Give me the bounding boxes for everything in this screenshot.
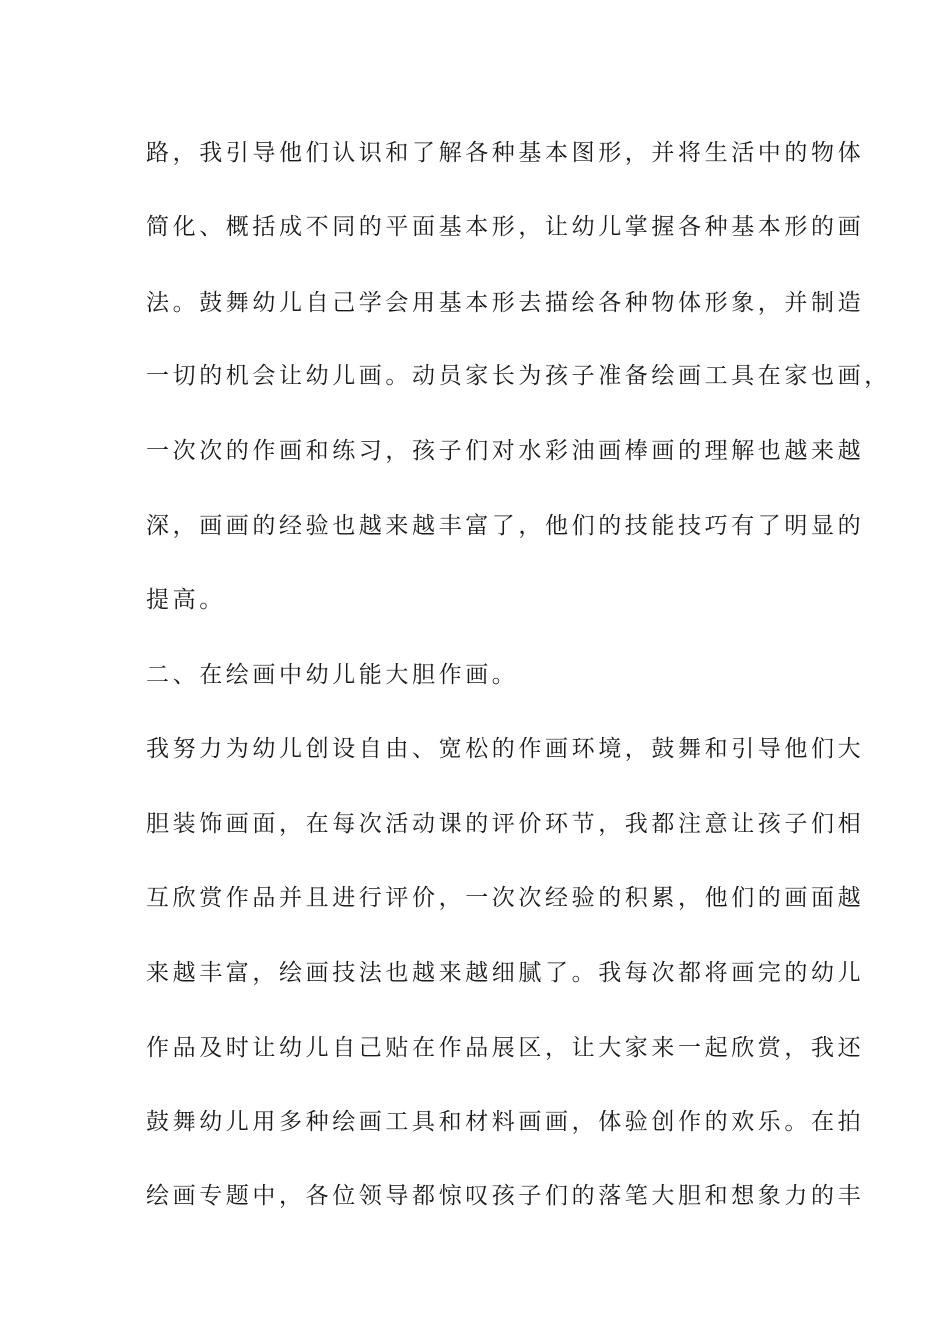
text-line: 简化、概括成不同的平面基本形，让幼儿掌握各种基本形的画 [146, 214, 865, 240]
text-line: 路，我引导他们认识和了解各种基本图形，并将生活中的物体 [146, 140, 865, 166]
text-line: 互欣赏作品并且进行评价，一次次经验的积累，他们的画面越 [146, 885, 865, 911]
text-line: 深，画画的经验也越来越丰富了，他们的技能技巧有了明显的 [146, 513, 865, 539]
text-line: 来越丰富，绘画技法也越来越细腻了。我每次都将画完的幼儿 [146, 960, 865, 986]
text-line: 一次次的作画和练习，孩子们对水彩油画棒画的理解也越来越 [146, 438, 865, 464]
text-line: 鼓舞幼儿用多种绘画工具和材料画画，体验创作的欢乐。在拍 [146, 1109, 865, 1135]
text-line: 作品及时让幼儿自己贴在作品展区，让大家来一起欣赏，我还 [146, 1035, 865, 1061]
section-heading: 二、在绘画中幼儿能大胆作画。 [146, 662, 519, 688]
text-line: 绘画专题中，各位领导都惊叹孩子们的落笔大胆和想象力的丰 [146, 1183, 865, 1209]
text-line: 一切的机会让幼儿画。动员家长为孩子准备绘画工具在家也画， [146, 363, 891, 389]
text-line: 提高。 [146, 587, 226, 613]
text-line: 我努力为幼儿创设自由、宽松的作画环境，鼓舞和引导他们大 [146, 736, 865, 762]
text-line: 胆装饰画面，在每次活动课的评价环节，我都注意让孩子们相 [146, 811, 865, 837]
text-line: 法。鼓舞幼儿自己学会用基本形去描绘各种物体形象，并制造 [146, 290, 865, 316]
